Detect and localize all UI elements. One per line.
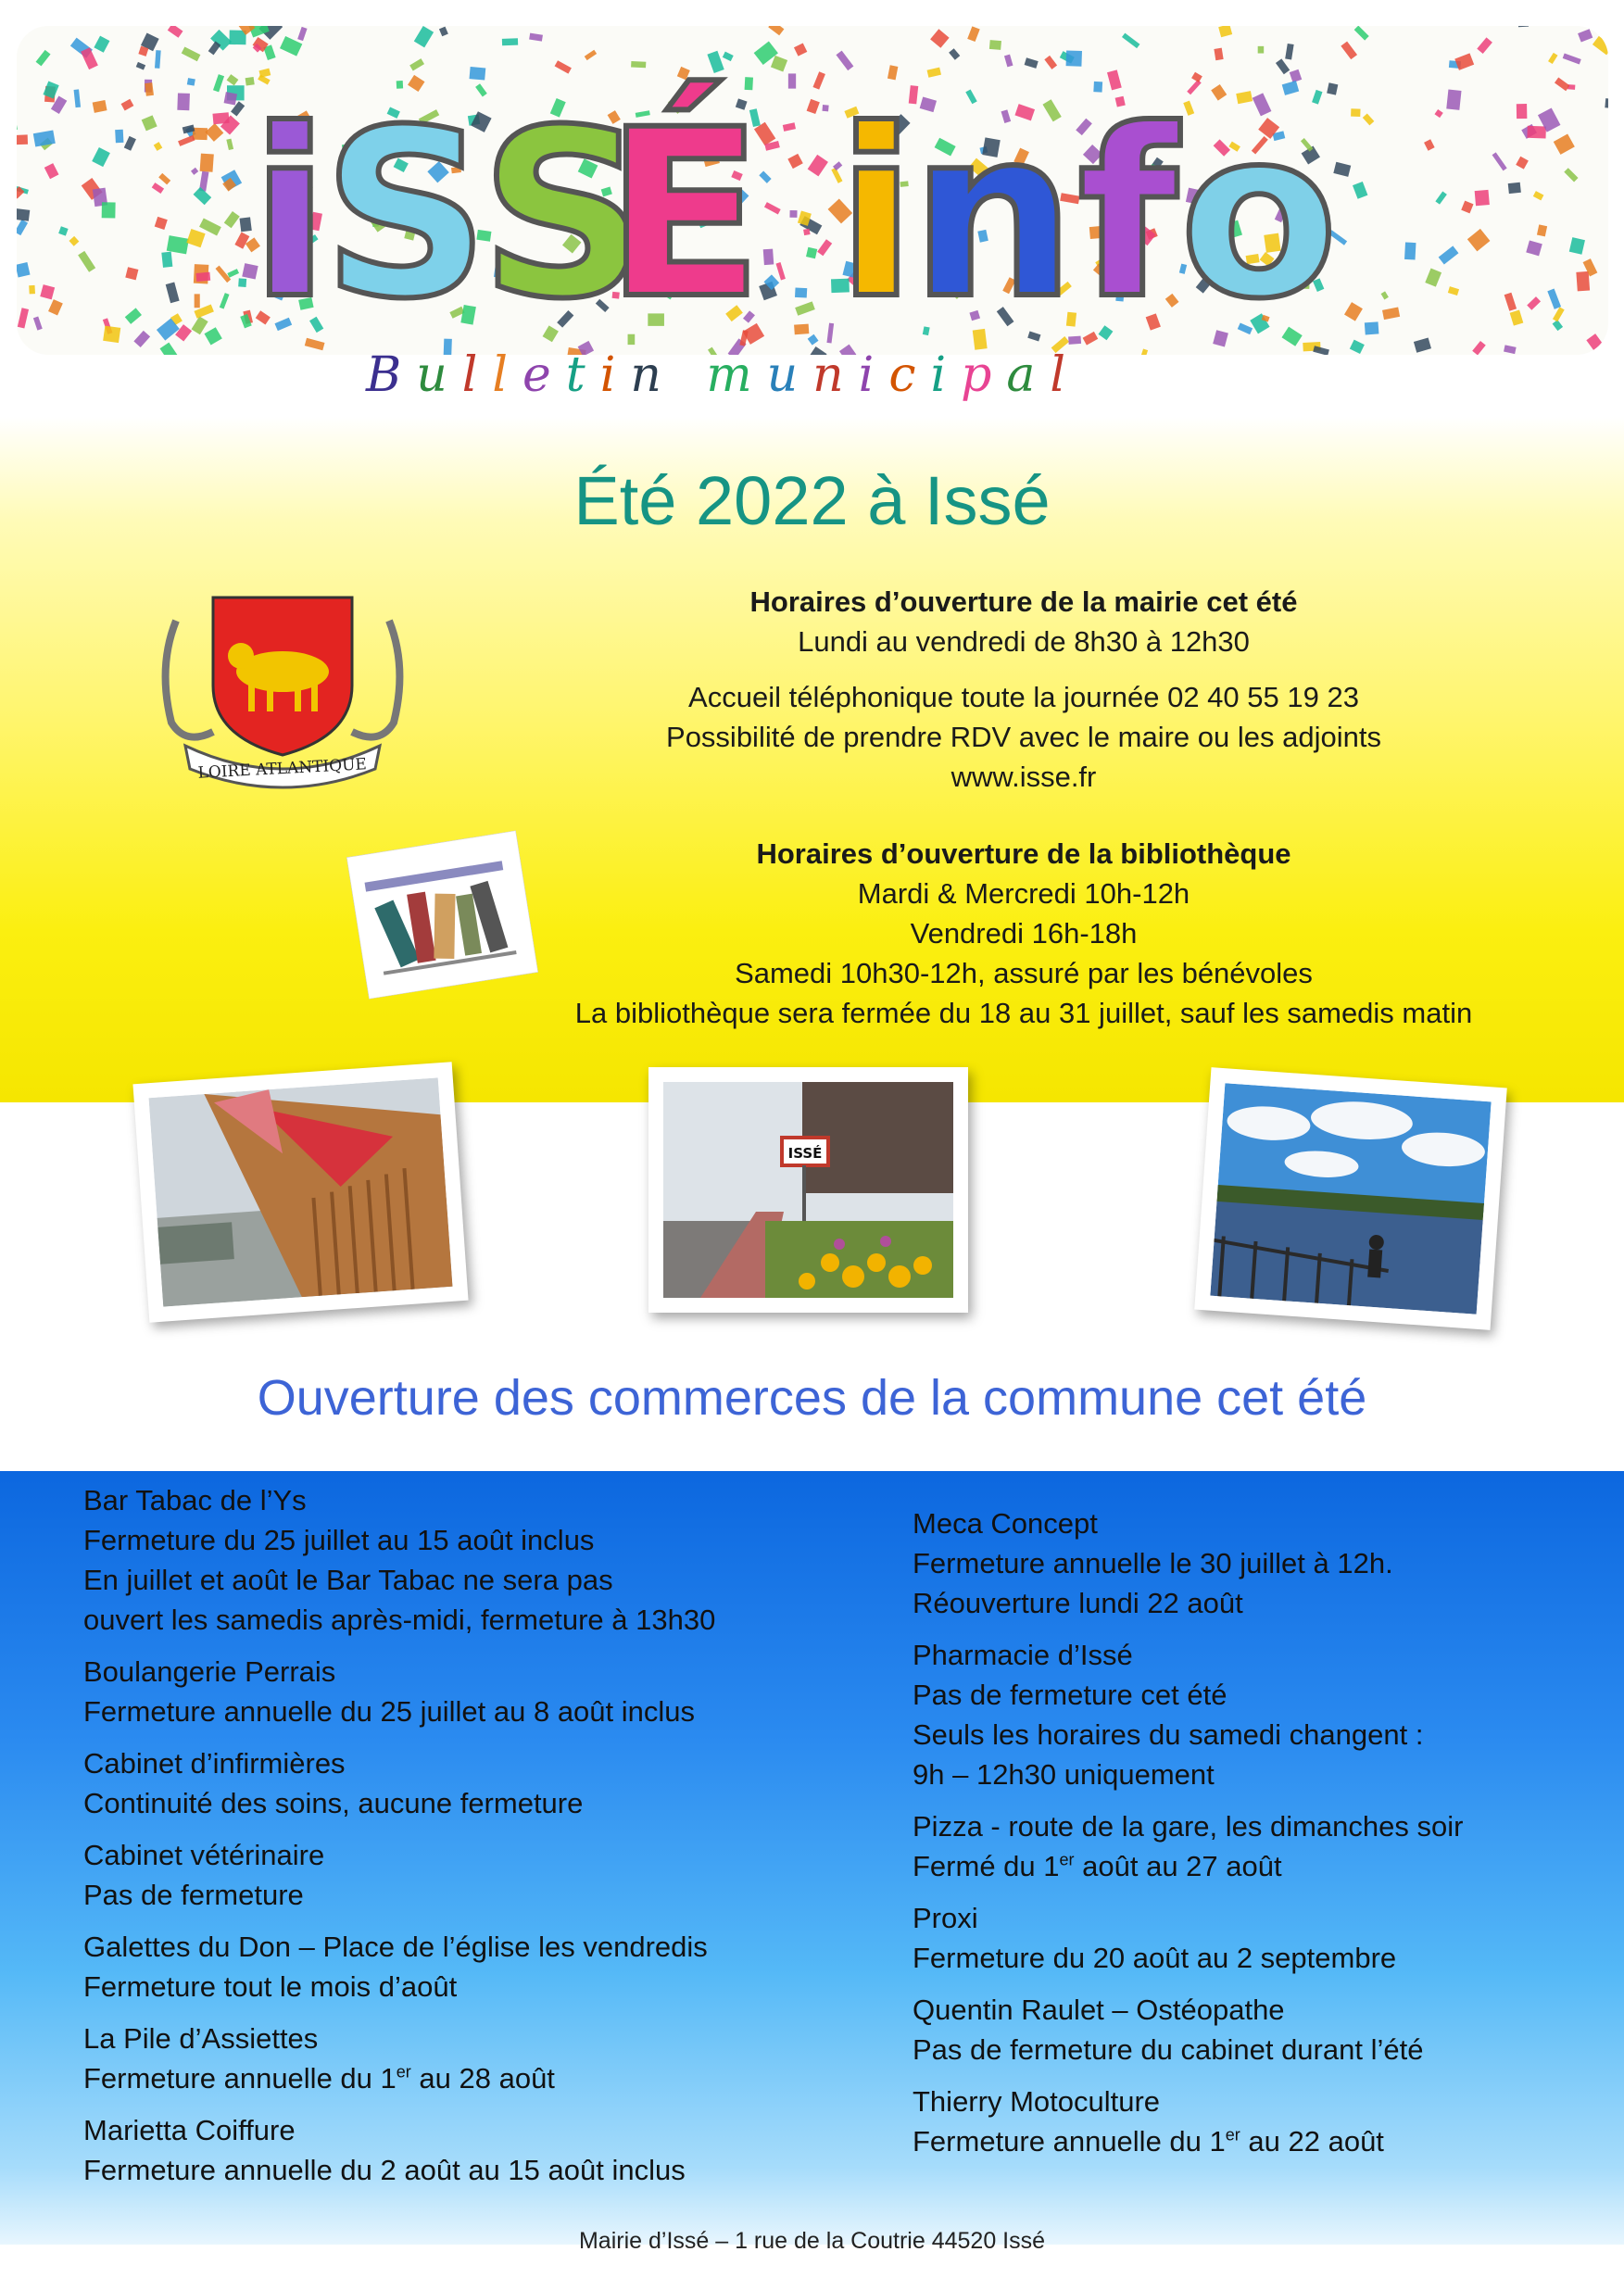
commerce-detail-line: Seuls les horaires du samedi changent : bbox=[913, 1718, 1424, 1751]
commerce-name-detail: - route de la gare, les dimanches soir bbox=[982, 1810, 1464, 1843]
svg-text:f: f bbox=[1077, 80, 1178, 349]
commerce-detail-line: Pas de fermeture cet été bbox=[913, 1679, 1227, 1711]
subtitle-letter bbox=[676, 347, 707, 403]
subtitle-letter: m bbox=[706, 347, 767, 403]
commerce-detail-line: Fermeture du 25 juillet au 15 août inclus bbox=[83, 1524, 595, 1556]
subtitle-letter: l bbox=[461, 347, 493, 403]
commerce-entry bbox=[913, 1635, 1580, 1794]
library-hours-1: Mardi & Mercredi 10h-12h bbox=[857, 877, 1190, 910]
svg-text:i: i bbox=[250, 80, 330, 349]
commerce-entry bbox=[913, 1990, 1580, 2069]
commerce-entry bbox=[83, 1743, 843, 1823]
mairie-phone: Accueil téléphonique toute la journée 02 40 55 19 23 bbox=[688, 681, 1359, 713]
commerce-detail-line: Réouverture lundi 22 août bbox=[913, 1587, 1243, 1619]
commerce-entry bbox=[83, 1835, 843, 1915]
commerces-right-column bbox=[913, 1503, 1580, 2173]
commerce-detail-line: Fermeture du 20 août au 2 septembre bbox=[913, 1942, 1397, 1974]
commerce-entry bbox=[913, 1503, 1580, 1623]
commerce-detail-line: Fermé du 1er août au 27 août bbox=[913, 1850, 1282, 1882]
commerce-name-line bbox=[83, 1743, 843, 1783]
subtitle-letter: B bbox=[366, 347, 417, 403]
library-closure: La bibliothèque sera fermée du 18 au 31 juillet, sauf les samedis matin bbox=[574, 997, 1473, 1029]
subtitle-letter: i bbox=[930, 347, 962, 403]
commerce-name: Quentin Raulet – Ostéopathe bbox=[913, 1994, 1285, 2026]
commerce-name: Boulangerie Perrais bbox=[83, 1655, 336, 1688]
library-hours-3: Samedi 10h30-12h, assuré par les bénévoles bbox=[735, 957, 1313, 989]
isse-info-logo bbox=[17, 26, 1608, 355]
commerce-name: Bar Tabac de l’Ys bbox=[83, 1484, 307, 1516]
commerce-name-line bbox=[83, 2019, 843, 2058]
commerce-name: Thierry Motoculture bbox=[913, 2085, 1161, 2118]
footer-address: Mairie d’Issé – 1 rue de la Coutrie 44520 Issé bbox=[578, 2228, 1046, 2254]
subtitle-letter: l bbox=[1050, 347, 1081, 403]
library-hours-2: Vendredi 16h-18h bbox=[910, 917, 1138, 950]
commerce-detail-line: En juillet et août le Bar Tabac ne sera pas bbox=[83, 1564, 613, 1596]
header-banner bbox=[17, 26, 1608, 355]
commerce-detail-line: Fermeture tout le mois d’août bbox=[83, 1970, 458, 2003]
svg-text:S: S bbox=[322, 80, 490, 349]
svg-text:S: S bbox=[480, 80, 648, 349]
commerce-name: Pizza bbox=[913, 1810, 983, 1843]
commerce-name-line bbox=[83, 1652, 843, 1692]
commerce-entry bbox=[83, 1927, 843, 2007]
commerce-entry bbox=[913, 1806, 1580, 1886]
mairie-heading: Horaires d’ouverture de la mairie cet été bbox=[749, 585, 1298, 618]
commerce-name: Pharmacie d’Issé bbox=[913, 1639, 1133, 1671]
commerce-name-line bbox=[913, 1635, 1580, 1675]
subtitle-letter: u bbox=[416, 347, 462, 403]
commerce-detail-line: Continuité des soins, aucune fermeture bbox=[83, 1787, 584, 1819]
sign-text: ISSÉ bbox=[787, 1145, 823, 1162]
commerce-entry bbox=[913, 2082, 1580, 2161]
commerce-name: Marietta Coiffure bbox=[83, 2114, 296, 2146]
page-title: Été 2022 à Issé bbox=[573, 462, 1051, 539]
mairie-hours: Lundi au vendredi de 8h30 à 12h30 bbox=[798, 625, 1250, 658]
svg-text:n: n bbox=[911, 80, 1076, 349]
commerce-name-line bbox=[913, 1503, 1580, 1543]
commerce-name-line bbox=[83, 1480, 843, 1520]
commerce-entry bbox=[83, 1480, 843, 1640]
commerce-name: Meca Concept bbox=[913, 1507, 1098, 1540]
bulletin-municipal-subtitle bbox=[366, 347, 1080, 403]
subtitle-letter: p bbox=[961, 347, 1007, 403]
photo-village-sign bbox=[648, 1067, 968, 1313]
commerce-name-detail: – Place de l’église les vendredis bbox=[291, 1931, 708, 1963]
crest-motto: LOIRE ATLANTIQUE bbox=[197, 755, 368, 783]
commerce-detail-line: Fermeture annuelle du 1er au 28 août bbox=[83, 2062, 555, 2095]
commerce-detail-line: Pas de fermeture bbox=[83, 1879, 304, 1911]
commerce-name-line bbox=[913, 2082, 1580, 2121]
commerce-name: Proxi bbox=[913, 1902, 978, 1934]
commerce-detail-line: ouvert les samedis après-midi, fermeture à 13h30 bbox=[83, 1604, 716, 1636]
commerce-detail-line: Pas de fermeture du cabinet durant l’été bbox=[913, 2033, 1424, 2066]
subtitle-letter: i bbox=[599, 347, 631, 403]
commerce-name-line bbox=[913, 1806, 1580, 1846]
subtitle-letter: n bbox=[812, 347, 859, 403]
commerce-name: Galettes du Don bbox=[83, 1931, 292, 1963]
commerce-name-line bbox=[83, 2110, 843, 2150]
commerce-name-line bbox=[913, 1898, 1580, 1938]
commerces-title: Ouverture des commerces de la commune cet été bbox=[257, 1370, 1367, 1426]
subtitle-letter: c bbox=[888, 347, 931, 403]
commerce-detail-line: Fermeture annuelle le 30 juillet à 12h. bbox=[913, 1547, 1393, 1579]
svg-text:i: i bbox=[837, 80, 916, 349]
commerce-name-line bbox=[913, 1990, 1580, 2030]
photo-lake bbox=[1194, 1067, 1506, 1330]
commerce-entry bbox=[83, 1652, 843, 1731]
commerce-detail-line: Fermeture annuelle du 2 août au 15 août inclus bbox=[83, 2154, 686, 2186]
subtitle-letter: a bbox=[1006, 347, 1051, 403]
mairie-website-link[interactable]: www.isse.fr bbox=[950, 761, 1097, 793]
commerce-detail-line: Fermeture annuelle du 25 juillet au 8 août inclus bbox=[83, 1695, 696, 1728]
commerce-entry bbox=[913, 1898, 1580, 1978]
commerce-name: Cabinet vétérinaire bbox=[83, 1839, 325, 1871]
subtitle-letter: i bbox=[858, 347, 889, 403]
library-heading: Horaires d’ouverture de la bibliothèque bbox=[756, 837, 1291, 870]
subtitle-letter: n bbox=[630, 347, 676, 403]
mairie-rdv: Possibilité de prendre RDV avec le maire ou les adjoints bbox=[666, 721, 1381, 753]
svg-text:É: É bbox=[605, 80, 763, 349]
commerce-name: Cabinet d’infirmières bbox=[83, 1747, 346, 1780]
commerce-name: La Pile d’Assiettes bbox=[83, 2022, 319, 2055]
subtitle-letter: e bbox=[522, 347, 566, 403]
subtitle-letter: t bbox=[565, 347, 600, 403]
commerce-detail-line: Fermeture annuelle du 1er au 22 août bbox=[913, 2125, 1384, 2157]
commerce-entry bbox=[83, 2110, 843, 2190]
subtitle-letter: u bbox=[766, 347, 813, 403]
svg-text:o: o bbox=[1179, 80, 1339, 349]
commerce-detail-line: 9h – 12h30 uniquement bbox=[913, 1758, 1215, 1791]
commerces-left-column bbox=[83, 1480, 843, 2202]
commerce-name-line bbox=[83, 1927, 843, 1967]
loire-atlantique-crest bbox=[148, 584, 417, 792]
commerce-entry bbox=[83, 2019, 843, 2098]
commerce-name-line bbox=[83, 1835, 843, 1875]
subtitle-letter: l bbox=[492, 347, 522, 403]
photo-building bbox=[132, 1062, 468, 1322]
